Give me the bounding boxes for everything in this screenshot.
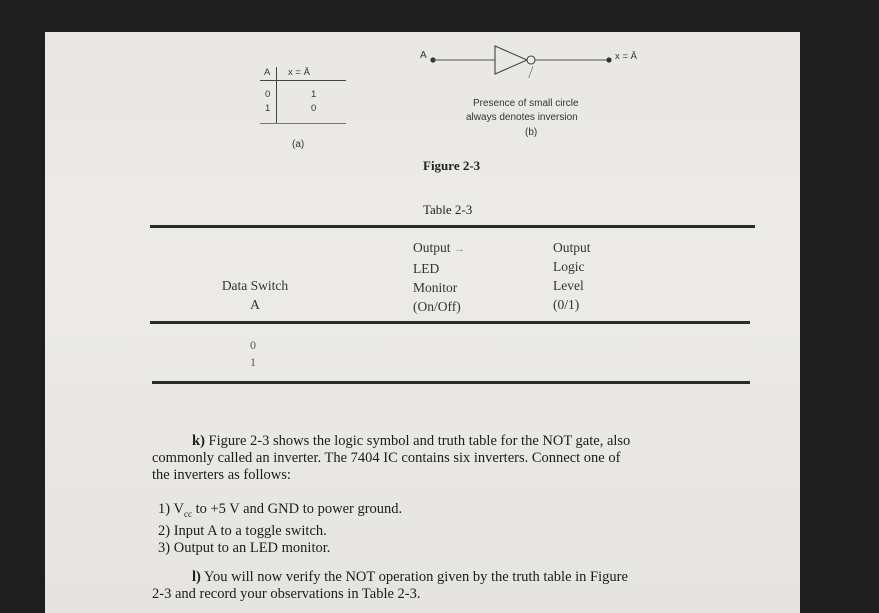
truth-table-cell: 1 <box>265 103 271 114</box>
truth-table-header-a: A <box>264 67 271 78</box>
header-line: Monitor <box>413 280 458 295</box>
step-item: 2) Input A to a toggle switch. <box>158 522 327 539</box>
connection-steps <box>158 501 402 557</box>
gate-output-label: x = Ā <box>615 51 637 62</box>
header-line: Output → <box>413 240 465 255</box>
paragraph-line: l) You will now verify the NOT operation given by the truth table in Figure <box>192 569 628 585</box>
header-line: Output <box>553 240 591 255</box>
table-row-value: 1 <box>250 355 256 369</box>
header-line: (On/Off) <box>413 299 461 314</box>
table-bottom-rule <box>152 381 750 384</box>
buffer-triangle <box>495 46 527 74</box>
paragraph-k <box>152 433 792 484</box>
truth-table-divider <box>260 80 346 81</box>
inversion-note-line1: Presence of small circle <box>473 98 579 109</box>
symbol-caption: (b) <box>525 127 538 138</box>
header-logic-level <box>553 238 591 314</box>
paragraph-l <box>152 569 792 603</box>
truth-table-cell: 1 <box>311 89 317 100</box>
truth-table-cell: 0 <box>265 89 271 100</box>
header-line: A <box>250 297 260 312</box>
table-header-rule <box>150 321 750 324</box>
header-data-switch <box>205 276 305 314</box>
table-title: Table 2-3 <box>423 202 473 217</box>
inversion-bubble <box>527 56 535 64</box>
header-line: Data Switch <box>221 278 289 293</box>
document-page <box>45 32 800 613</box>
annotation-leader-line <box>523 66 533 78</box>
header-line: (0/1) <box>553 297 580 312</box>
paragraph-line: 2-3 and record your observations in Table 2-3. <box>152 586 421 602</box>
header-line: LED <box>413 261 440 276</box>
paragraph-line: k) Figure 2-3 shows the logic symbol and truth table for the NOT gate, also <box>192 433 631 449</box>
step-label: l) <box>192 569 201 585</box>
inversion-note-line2: always denotes inversion <box>466 112 578 123</box>
step-item: 3) Output to an LED monitor. <box>158 539 331 556</box>
step-label: k) <box>192 433 205 449</box>
truth-table-header-x: x = Ā <box>288 67 310 78</box>
header-line: Level <box>553 278 584 293</box>
figure-title: Figure 2-3 <box>423 158 481 173</box>
header-led-monitor <box>413 238 465 316</box>
arrow-mark: → <box>453 243 465 255</box>
truth-table-caption: (a) <box>292 139 305 150</box>
truth-table <box>260 65 350 127</box>
truth-table-cell: 0 <box>311 103 317 114</box>
table-row-value: 0 <box>250 338 256 352</box>
header-line: Logic <box>553 259 585 274</box>
paragraph-line: the inverters as follows: <box>152 467 291 483</box>
paragraph-line: commonly called an inverter. The 7404 IC contains six inverters. Connect one of <box>152 450 621 466</box>
gate-input-label: A <box>420 50 427 61</box>
not-gate-symbol <box>429 42 629 78</box>
truth-table-column-divider <box>276 67 277 123</box>
step-item: 1) $V_{cc}$ to +5 V and GND to power ground. <box>158 501 403 519</box>
truth-table-bottom-rule <box>260 123 346 124</box>
table-top-rule <box>150 225 755 228</box>
output-terminal-dot <box>606 57 611 62</box>
